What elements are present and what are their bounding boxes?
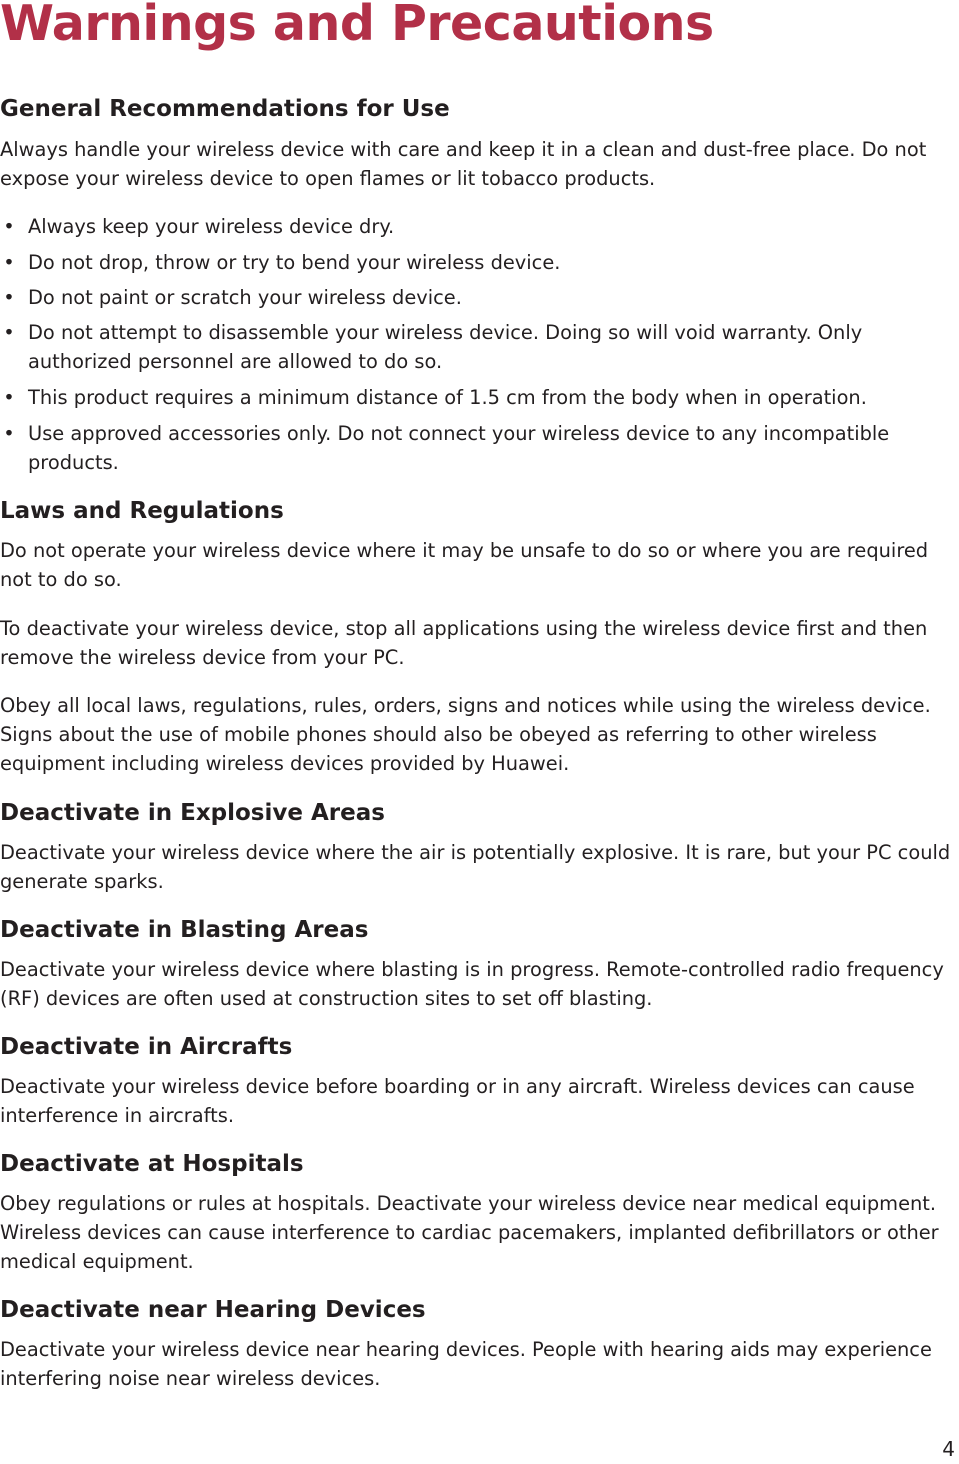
list-item-text: Always keep your wireless device dry. — [28, 215, 395, 238]
hearing-devices-paragraph: Deactivate your wireless device near hearing devices. People with hearing aids may experience interfering noise near wireless devices. — [0, 1338, 932, 1390]
bullet-marker: • — [3, 215, 15, 238]
page-title: Warnings and Precautions — [0, 0, 714, 52]
explosive-areas-paragraph: Deactivate your wireless device where the air is potentially explosive. It is rare, but your PC could generate sparks. — [0, 841, 951, 893]
section-heading-hospitals: Deactivate at Hospitals — [0, 1151, 304, 1177]
laws-paragraph-1: Do not operate your wireless device where it may be unsafe to do so or where you are required not to do so. — [0, 539, 929, 591]
laws-paragraph-2: To deactivate your wireless device, stop all applications using the wireless device first and then remove the wireless device from your PC. — [0, 617, 928, 669]
section-heading-explosive-areas: Deactivate in Explosive Areas — [0, 800, 385, 826]
list-item-text: Use approved accessories only. Do not connect your wireless device to any incompatible products. — [28, 422, 890, 474]
section-heading-blasting-areas: Deactivate in Blasting Areas — [0, 917, 369, 943]
blasting-areas-paragraph: Deactivate your wireless device where blasting is in progress. Remote-controlled radio frequency (RF) devices are often used at construction sites to set off blasting. — [0, 958, 944, 1010]
list-item-text: Do not paint or scratch your wireless device. — [28, 286, 462, 309]
bullet-marker: • — [3, 251, 15, 274]
list-item — [0, 283, 958, 312]
bullet-marker: • — [3, 386, 15, 409]
hospitals-paragraph: Obey regulations or rules at hospitals. Deactivate your wireless device near medical equipment. Wireless devices can cause interference to cardiac pacemakers, implanted defibrillators or other medical equipment. — [0, 1192, 939, 1273]
general-recommendations-paragraph: Always handle your wireless device with care and keep it in a clean and dust-free place. Do not expose your wireless device to open flames or lit tobacco products. — [0, 138, 927, 190]
list-item — [0, 318, 958, 376]
section-heading-hearing-devices: Deactivate near Hearing Devices — [0, 1297, 426, 1323]
bullet-marker: • — [3, 286, 15, 309]
list-item — [0, 248, 958, 277]
section-heading-laws-and-regulations: Laws and Regulations — [0, 498, 284, 524]
page-number: 4 — [942, 1437, 955, 1461]
section-heading-aircrafts: Deactivate in Aircrafts — [0, 1034, 293, 1060]
list-item — [0, 383, 958, 412]
section-heading-general-recommendations: General Recommendations for Use — [0, 96, 450, 122]
list-item — [0, 212, 958, 241]
list-item-text: Do not drop, throw or try to bend your wireless device. — [28, 251, 561, 274]
list-item-text: This product requires a minimum distance of 1.5 cm from the body when in operation. — [28, 386, 867, 409]
list-item — [0, 419, 958, 477]
bullet-marker: • — [3, 422, 15, 445]
bullet-marker: • — [3, 321, 15, 344]
aircrafts-paragraph: Deactivate your wireless device before boarding or in any aircraft. Wireless devices can cause interference in aircrafts. — [0, 1075, 915, 1127]
list-item-text: Do not attempt to disassemble your wireless device. Doing so will void warranty. Only authorized personnel are allowed to do so. — [28, 321, 863, 373]
laws-paragraph-3: Obey all local laws, regulations, rules, orders, signs and notices while using the wireless device. Signs about the use of mobile phones should also be obeyed as referring to other wireless equipment including wireless devices provided by Huawei. — [0, 694, 931, 775]
